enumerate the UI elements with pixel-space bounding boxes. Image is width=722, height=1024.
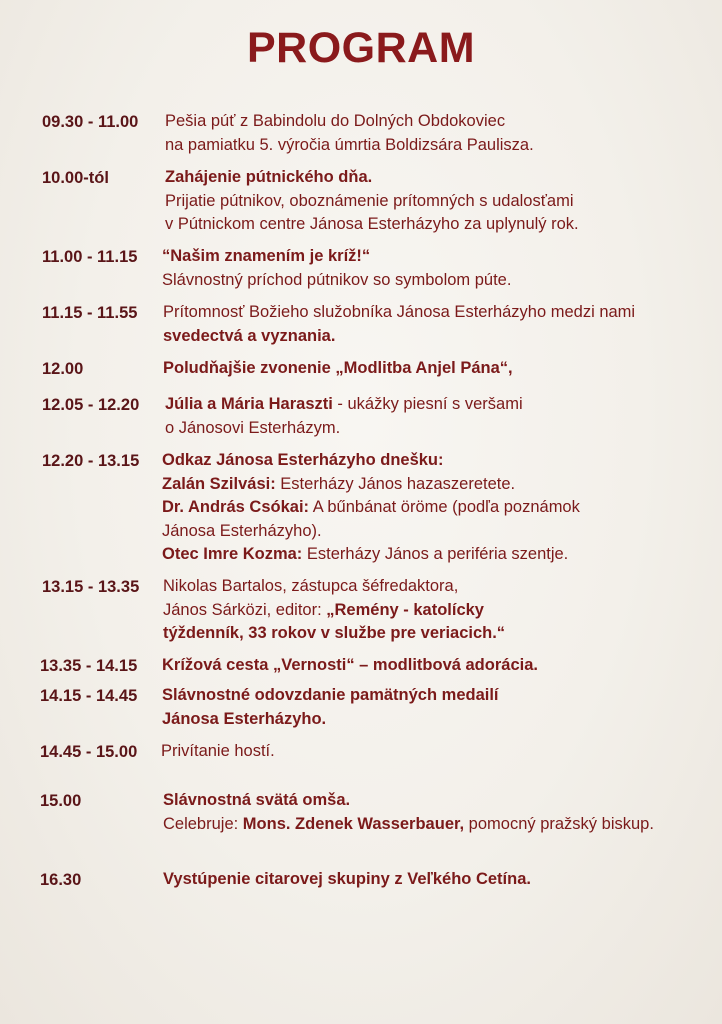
text: pomocný pražský biskup. [464, 814, 654, 833]
description-line [163, 357, 513, 381]
text: Celebruje: [163, 814, 243, 833]
text: Slávnostný príchod pútnikov so symbolom púte. [162, 270, 512, 289]
entry-description [162, 245, 511, 292]
description-line [162, 473, 580, 497]
description-line [165, 393, 523, 417]
text: o Jánosovi Esterházym. [165, 418, 341, 437]
bold-text: Mons. Zdenek Wasserbauer, [242, 814, 465, 833]
description-line [163, 599, 505, 623]
entry-description [163, 301, 635, 348]
entry-description [165, 110, 534, 157]
text: v Pútnickom centre Jánosa Esterházyho za uplynulý rok. [165, 215, 579, 233]
text: Jánosa Esterházyho). [162, 521, 322, 540]
entry-description [162, 449, 580, 567]
description-line [163, 575, 505, 599]
description-line [162, 496, 580, 520]
text: - ukážky piesní s veršami [332, 395, 523, 413]
bold-text: “Našim znamením je kríž!“ [162, 247, 371, 265]
description-line [162, 543, 580, 567]
bold-text: Dr. András Csókai: [162, 498, 310, 516]
bold-text: Jánosa Esterházyho. [162, 709, 327, 728]
description-line [165, 213, 579, 237]
description-line [162, 245, 511, 269]
text: Prítomnosť Božieho služobníka Jánosa Esterházyho medzi nami [163, 303, 636, 321]
bold-text: Slávnostné odovzdanie pamätných medailí [162, 686, 499, 704]
description-line [163, 813, 654, 837]
entry-time: 14.45 - 15.00 [40, 743, 138, 761]
bold-text: svedectvá a vyznania. [163, 326, 336, 345]
description-line [163, 622, 505, 646]
bold-text: Júlia a Mária Haraszti [165, 395, 333, 413]
description-line [163, 301, 635, 325]
entry-description [161, 740, 275, 764]
text: Nikolas Bartalos, zástupca šéfredaktora, [163, 577, 459, 595]
description-line [162, 708, 499, 732]
bold-text: Otec Imre Kozma: [162, 545, 303, 563]
entry-description [163, 868, 531, 892]
bold-text: týždenník, 33 rokov v službe pre veriacich.“ [163, 624, 506, 642]
description-line [165, 417, 523, 441]
entry-time: 13.35 - 14.15 [40, 657, 138, 675]
entry-time: 10.00-tól [42, 169, 109, 187]
entry-description [165, 393, 523, 440]
entry-time: 09.30 - 11.00 [42, 113, 139, 131]
description-line [162, 654, 538, 678]
entry-time: 15.00 [40, 792, 82, 810]
text: A bűnbánat öröme (podľa poznámok [309, 498, 580, 516]
text: Pešia púť z Babindolu do Dolných Obdokoviec [165, 112, 506, 130]
bold-text: Slávnostná svätá omša. [163, 791, 351, 809]
text: Privítanie hostí. [161, 742, 275, 760]
description-line [165, 134, 534, 158]
entry-time: 13.15 - 13.35 [42, 578, 140, 596]
description-line [162, 449, 580, 473]
entry-description [163, 789, 654, 836]
bold-text: Vystúpenie citarovej skupiny z Veľkého Cetína. [163, 870, 531, 888]
entry-time: 11.00 - 11.15 [42, 248, 138, 266]
entry-time: 12.05 - 12.20 [42, 396, 140, 414]
description-line [165, 166, 579, 190]
bold-text: „Remény - katolícky [326, 600, 484, 619]
text: János Sárközi, editor: [163, 600, 327, 619]
entry-time: 12.00 [42, 360, 84, 378]
entry-description [162, 684, 499, 731]
description-line [163, 325, 635, 349]
entry-time: 16.30 [40, 871, 82, 889]
bold-text: Zahájenie pútnického dňa. [165, 168, 373, 186]
bold-text: Poludňajšie zvonenie „Modlitba Anjel Pána“, [163, 359, 513, 377]
entry-description [165, 166, 579, 237]
text: na pamiatku 5. výročia úmrtia Boldizsára Paulisza. [165, 135, 534, 154]
description-line [163, 868, 531, 892]
entry-time: 11.15 - 11.55 [42, 304, 138, 322]
bold-text: Krížová cesta „Vernosti“ – modlitbová adorácia. [162, 656, 538, 674]
bold-text: Odkaz Jánosa Esterházyho dnešku: [162, 451, 444, 469]
description-line [162, 520, 580, 544]
text: Esterházy János hazaszeretete. [275, 474, 516, 493]
description-line [165, 110, 534, 134]
description-line [162, 684, 499, 708]
entry-description [163, 357, 513, 381]
entry-time: 14.15 - 14.45 [40, 687, 138, 705]
text: Esterházy János a periféria szentje. [302, 545, 569, 563]
description-line [165, 190, 579, 214]
entry-description [162, 654, 538, 678]
description-line [162, 269, 511, 293]
entry-time: 12.20 - 13.15 [42, 452, 140, 470]
entry-description [163, 575, 505, 646]
bold-text: Zalán Szilvási: [162, 474, 276, 493]
description-line [161, 740, 275, 764]
text: Prijatie pútnikov, oboznámenie prítomných s udalosťami [165, 191, 574, 210]
page-title: PROGRAM [246, 24, 476, 72]
description-line [163, 789, 654, 813]
